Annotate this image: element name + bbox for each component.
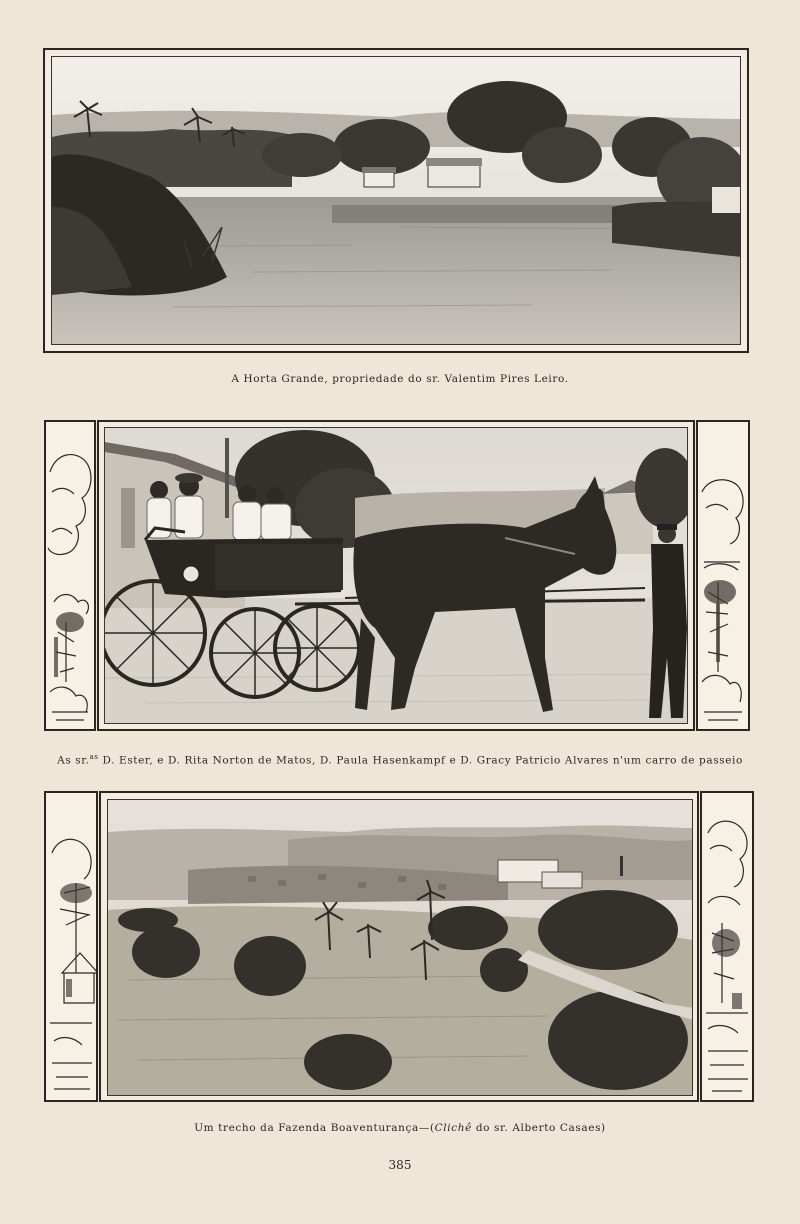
- figure-2-left-panel: [44, 420, 96, 731]
- figure-2-caption-sup: as: [89, 753, 99, 761]
- figure-2-caption-prefix: As sr.: [57, 754, 90, 767]
- figure-2-frame: [97, 420, 695, 731]
- figure-3-left-panel: [44, 791, 98, 1102]
- figure-3-caption-credit-rest: do sr. Alberto Casaes): [471, 1122, 606, 1134]
- figure-3-photo: [107, 799, 693, 1096]
- figure-3-frame: [99, 791, 699, 1102]
- figure-1-caption: [0, 373, 800, 385]
- figure-1-photo: [51, 56, 741, 345]
- figure-3-caption-main: Um trecho da Fazenda Boaventurança—: [194, 1122, 430, 1134]
- figure-2-right-panel: [696, 420, 750, 731]
- figure-1-frame: [43, 48, 749, 353]
- figure-1-caption-text: A Horta Grande, propriedade do sr. Valentim Pires Leiro.: [231, 373, 569, 385]
- figure-2-caption: [0, 753, 800, 767]
- figure-2-photo: [104, 427, 688, 724]
- page-number: 385: [388, 1158, 412, 1172]
- figure-3-right-panel: [700, 791, 754, 1102]
- figure-3-caption-credit-open: (: [429, 1122, 435, 1134]
- figure-2-caption-rest: D. Ester, e D. Rita Norton de Matos, D. Paula Hasenkampf e D. Gracy Patricio Alvares n'um carro de passeio: [98, 754, 743, 767]
- figure-3-caption-credit-italic: Clichê: [434, 1122, 472, 1134]
- figure-3-caption: [0, 1122, 800, 1134]
